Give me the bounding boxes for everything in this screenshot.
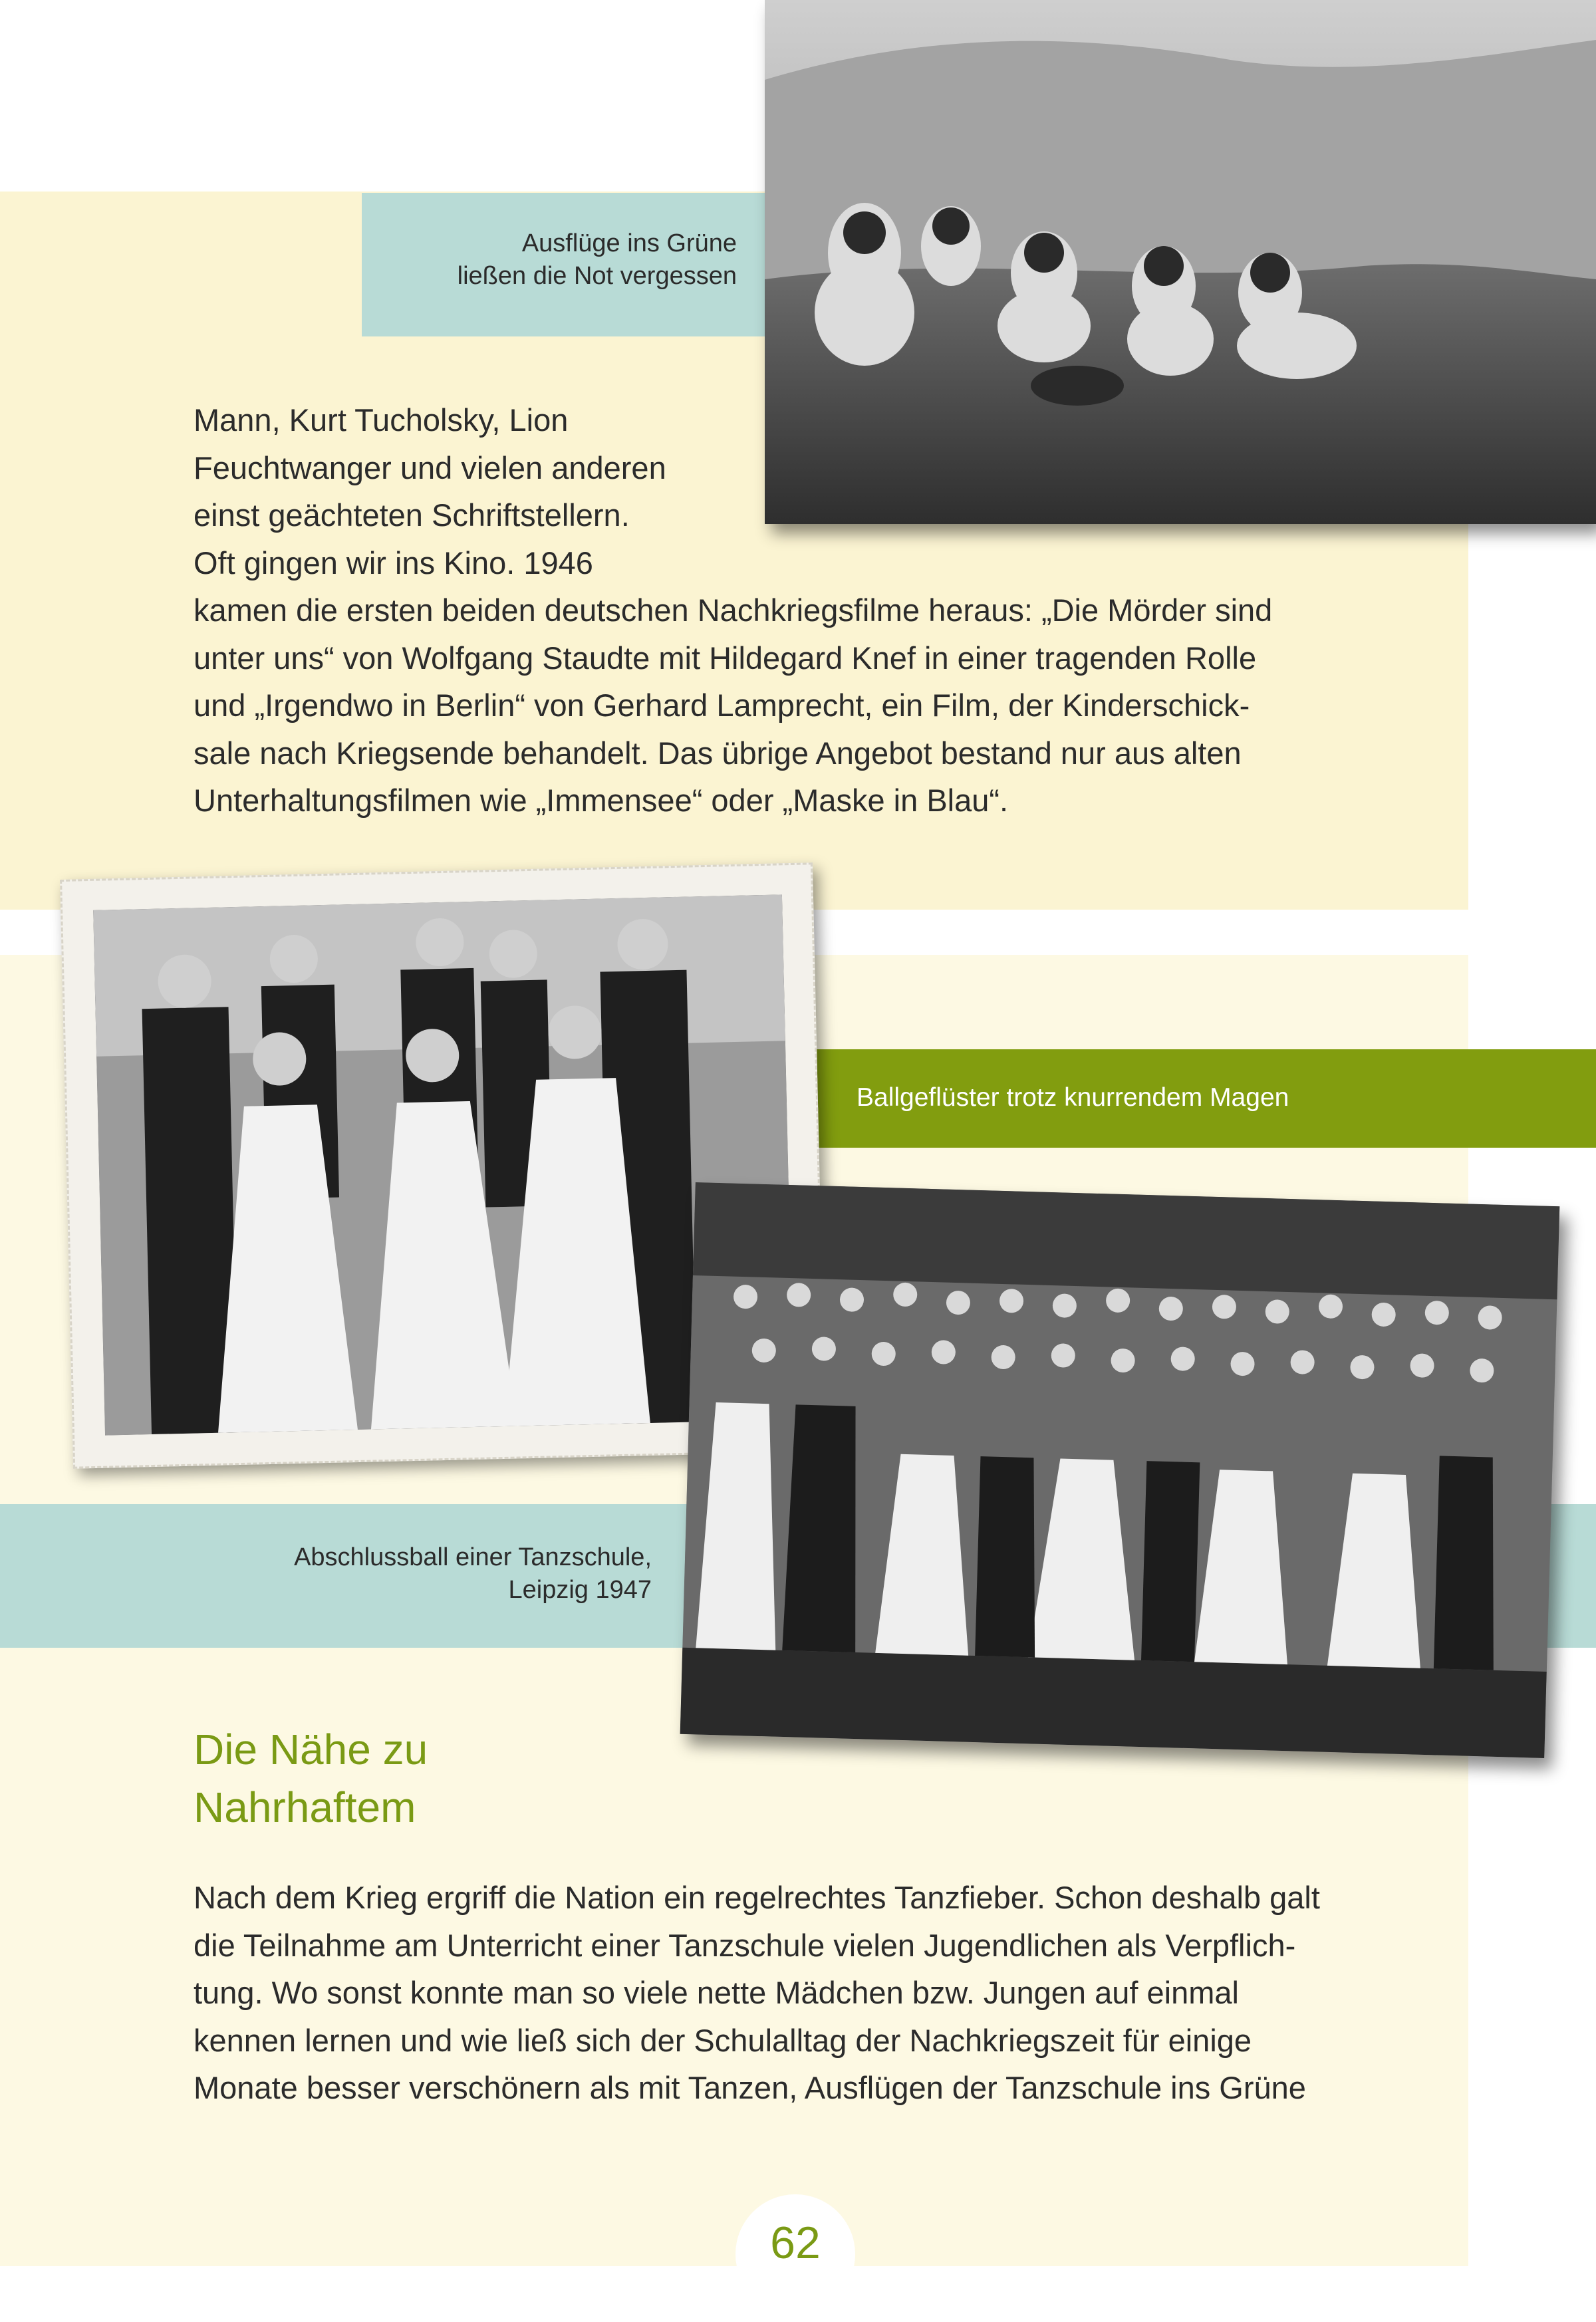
top-paragraph-continued bbox=[194, 586, 1410, 825]
dance-caption-line: Abschlussball einer Tanzschule, bbox=[294, 1543, 652, 1571]
bottom-paragraph bbox=[194, 1874, 1417, 2112]
picnic-caption-line: Ausflüge ins Grüne bbox=[521, 229, 737, 257]
text-line: Mann, Kurt Tucholsky, Lion bbox=[194, 402, 569, 438]
dance-caption bbox=[200, 1541, 652, 1607]
picnic-caption bbox=[372, 227, 737, 293]
wedding-photo bbox=[93, 894, 794, 1435]
text-line: Feuchtwanger und vielen anderen bbox=[194, 450, 666, 485]
picnic-caption-line: ließen die Not vergessen bbox=[457, 262, 737, 290]
text-line: Monate besser verschönern als mit Tanzen, Ausflügen der Tanzschule ins Grüne bbox=[194, 2070, 1306, 2105]
text-line: sale nach Kriegsende behandelt. Das übrige Angebot bestand nur aus alten bbox=[194, 735, 1242, 771]
text-line: Nach dem Krieg ergriff die Nation ein regelrechtes Tanzfieber. Schon deshalb galt bbox=[194, 1880, 1320, 1915]
page-number: 62 bbox=[770, 2218, 821, 2268]
text-line: unter uns“ von Wolfgang Staudte mit Hildegard Knef in einer tragenden Rolle bbox=[194, 640, 1257, 676]
top-paragraph-start bbox=[194, 396, 726, 586]
text-line: einst geächteten Schriftstellern. bbox=[194, 497, 630, 533]
text-line: kamen die ersten beiden deutschen Nachkriegsfilme heraus: „Die Mörder sind bbox=[194, 592, 1273, 628]
section-heading bbox=[194, 1721, 428, 1837]
ball-caption: Ballgeflüster trotz knurrendem Magen bbox=[857, 1083, 1289, 1112]
picnic-photo bbox=[765, 0, 1596, 524]
text-line: tung. Wo sonst konnte man so viele nette Mädchen bzw. Jungen auf einmal bbox=[194, 1975, 1239, 2010]
text-line: und „Irgendwo in Berlin“ von Gerhard Lamprecht, ein Film, der Kinderschick- bbox=[194, 688, 1250, 723]
text-line: Oft gingen wir ins Kino. 1946 bbox=[194, 545, 593, 580]
text-line: kennen lernen und wie ließ sich der Schulalltag der Nachkriegszeit für einige bbox=[194, 2022, 1252, 2058]
text-line: Unterhaltungsfilmen wie „Immensee“ oder „Maske in Blau“. bbox=[194, 783, 1009, 818]
heading-line: Nahrhaftem bbox=[194, 1783, 416, 1831]
dance-school-photo bbox=[680, 1182, 1560, 1758]
dance-caption-line: Leipzig 1947 bbox=[508, 1576, 652, 1604]
text-line: die Teilnahme am Unterricht einer Tanzschule vielen Jugendlichen als Verpflich- bbox=[194, 1927, 1296, 1963]
heading-line: Die Nähe zu bbox=[194, 1726, 428, 1773]
